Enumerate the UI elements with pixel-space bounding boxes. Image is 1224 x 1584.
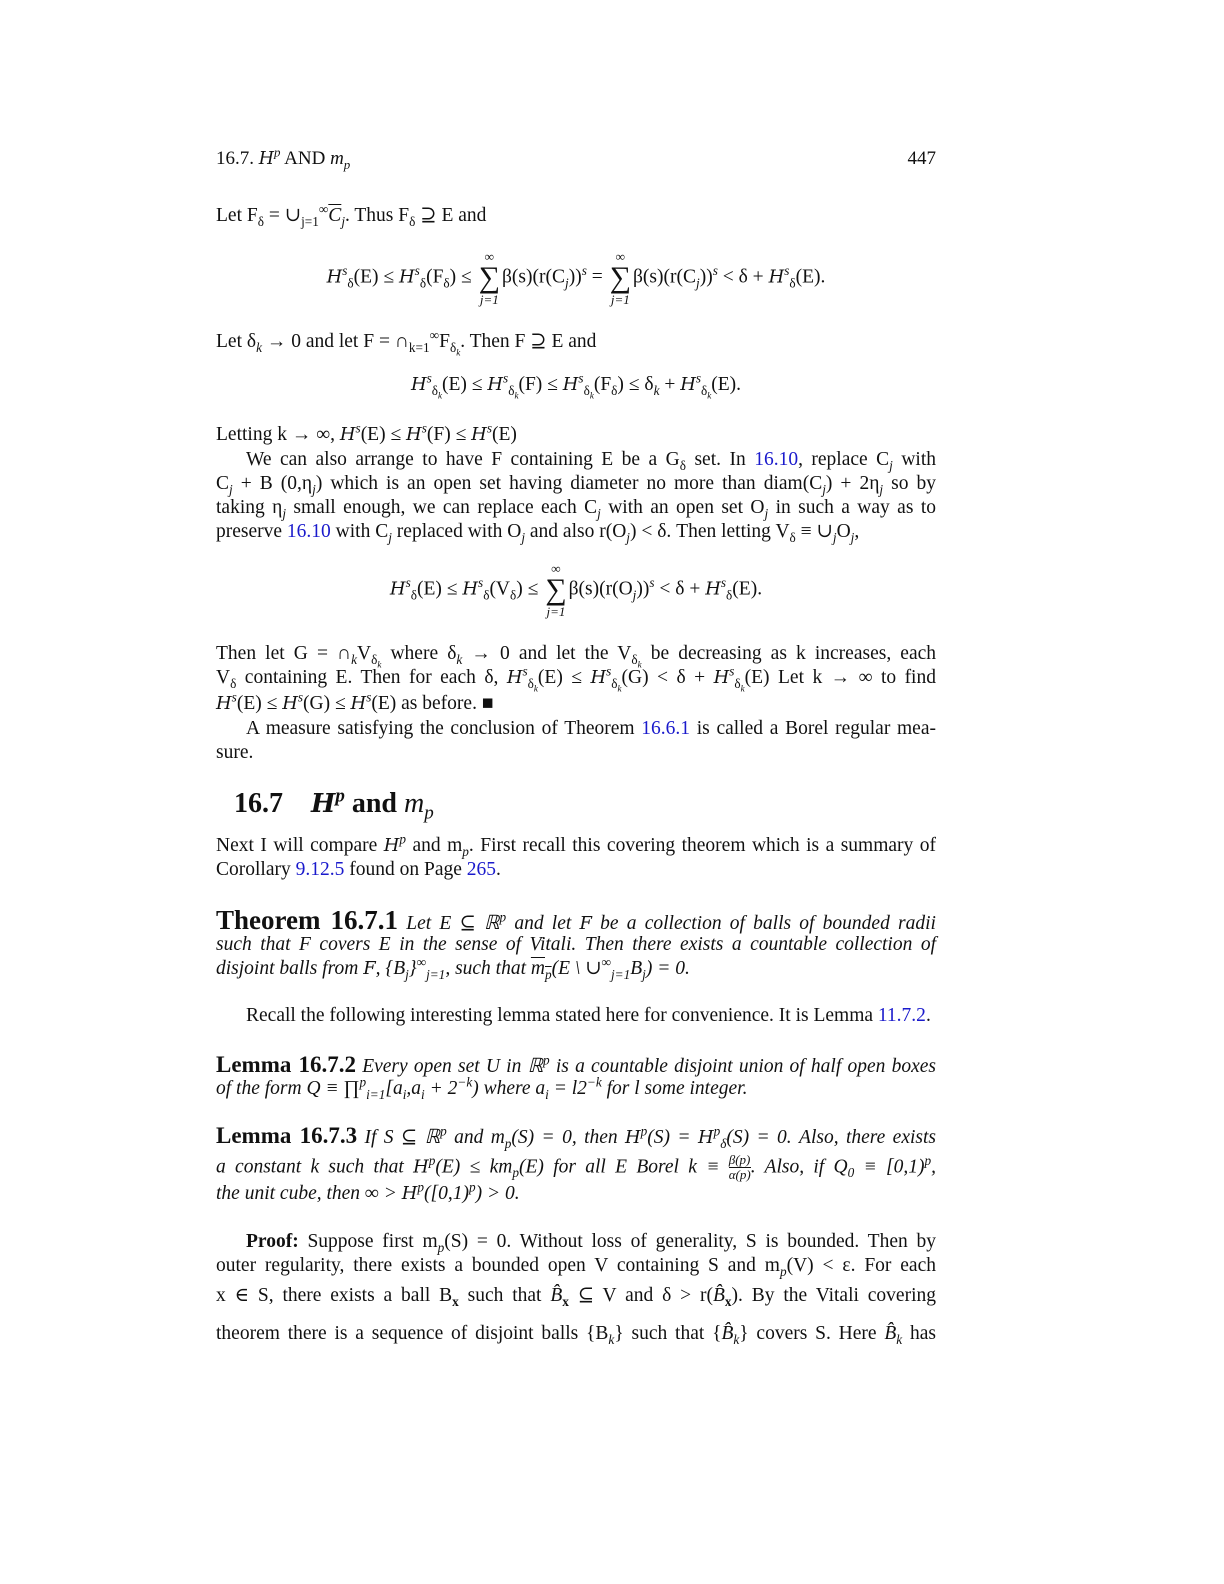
header-and: AND (280, 148, 331, 169)
text: j (341, 213, 345, 229)
intro-l2: Corollary 9.12.5 found on Page 265. (216, 859, 501, 880)
fraction: $\frac{\beta(p)}{\alpha(p)}$ (728, 1152, 751, 1183)
theorem-ref-link[interactable]: 16.6.1 (641, 718, 691, 739)
header-m: m (330, 148, 344, 169)
equation-2: $H^s_{\delta_k}(E) \le H^s_{\delta_k}(F) \le H^s_{\delta_k}(F_\delta) \le \delta_k + H^s_{\delta_k}(E)$. (410, 370, 742, 401)
text: ⊇ E and (415, 205, 487, 226)
summation: ∞ ∑ j=1 (545, 561, 567, 619)
text: (F (593, 374, 612, 395)
text: (E) ≤ (442, 374, 488, 395)
text: (E). (711, 374, 742, 395)
header-script-h: H (258, 149, 274, 169)
text: β(s)(r(C (633, 266, 697, 288)
text: → 0 and let F = ∩ (261, 331, 409, 352)
text: δ (409, 213, 416, 229)
para-arrange-l1: We can also arrange to have F containing E be a $G_\delta$ set. In 16.10, replace $C_j$ with (246, 449, 936, 473)
proof-l1: Proof: Suppose first $m_p(S) = 0$. Without loss of generality, S is bounded. Then by (246, 1231, 936, 1255)
para-let-f (216, 201, 936, 229)
para-arrange-l4: preserve 16.10 with $C_j$ replaced with $O_j$ and also $r(O_j) < \delta$. Then letting $V_\delta$ ≡ $\cup_jO_j$, (216, 521, 860, 545)
text: k (256, 339, 262, 355)
para-arrange-l2: $C_j + B$ $(0,\eta_j)$ which is an open set having diameter no more than $diam(C_j) + 2\eta_j$ so by (216, 473, 936, 497)
proof-l3: x ∈ S, there exists a ball $B_x$ such that $B̂_x$ ⊆ V and $\delta > r(B̂_x)$. By the Vitali covering (216, 1285, 936, 1309)
text: ∞ (318, 201, 329, 217)
recall-text: Recall the following interesting lemma stated here for convenience. It is Lemma 11.7.2. (246, 1005, 931, 1026)
text: . Then F ⊇ E and (460, 331, 597, 352)
equation-1: $H^s_\delta(E) \le H^s_\delta(F_\delta)$ ≤ ∞ ∑ j=1 $\beta(s)(r(C_j))^s$ = ∞ ∑ j=1 $\beta(s)(r(C_j))^s < \delta + H^s_\delta(E)$. (326, 249, 826, 307)
theorem-l1: Theorem 16.7.1 Let E ⊆ ℝ$^p$ and let F be a collection of balls of bounded radii (216, 905, 936, 935)
para-let-delta: Let $\delta_k \to 0$ and let $F = \cap_{k=1}^\infty F_{\delta_k}$. Then F ⊇ E and (216, 327, 597, 358)
text: F (439, 331, 450, 352)
script-h: H (768, 266, 785, 288)
text: (E) (492, 424, 517, 445)
lemma2-l1: Lemma 16.7.3 If S ⊆ ℝ$^p$ and $m_p(S) = 0$, then $H^p(S) = H^p_\delta(S) = 0$. Also, there exists (216, 1123, 937, 1151)
proof-label: Proof: (246, 1231, 299, 1252)
script-h: H (326, 266, 343, 288)
equation-ref-link[interactable]: 16.10 (754, 449, 799, 470)
text: (F (426, 266, 444, 288)
para-letting: Letting k → ∞, $H^s(E) \le H^s(F) \le H^s(E)$ (216, 420, 517, 445)
text: < δ + (717, 266, 769, 288)
intro-l1: Next I will compare $H^p$ and $m_p$. First recall this covering theorem which is a summary of (216, 831, 936, 859)
lemma-ref-link[interactable]: 11.7.2 (877, 1005, 926, 1026)
text: )) (699, 266, 713, 288)
lemma1-l1: Lemma 16.7.2 Every open set U in ℝ$^p$ is a countable disjoint union of half open boxes (216, 1052, 936, 1077)
text: (E) ≤ (360, 424, 407, 445)
text: (E). (795, 266, 826, 288)
theorem-l3: disjoint balls from F, $\{B_j\}^\infty_{j=1}$, such that $\overline{m}_{\overline{p}}(E$ \ $\cup^\infty_{j=1}B_j) = 0$. (216, 954, 690, 982)
corollary-ref-link[interactable]: 9.12.5 (295, 859, 345, 880)
running-header (216, 144, 936, 172)
text: β(s)(r(C (502, 266, 566, 288)
text: k=1 (408, 339, 430, 355)
text: $\overline{C}$ (328, 205, 342, 226)
summation: ∞ ∑ j=1 (478, 249, 501, 307)
lemma2-l2: a constant k such that $H^p(E) \le km_p(E)$ for all E Borel k ≡ $\frac{\beta(p)}{\alpha(p)}$ . Also, if $Q_0 \equiv [0,1)^p$, (216, 1152, 936, 1183)
lemma-label: Lemma 16.7.2 (216, 1052, 356, 1077)
text: (E) ≤ (353, 266, 399, 288)
para-arrange-l3: taking $\eta_j$ small enough, we can replace each $C_j$ with an open set $O_j$ in such a way as to (216, 497, 936, 521)
text: ) ≤ δ (617, 374, 654, 395)
text: ∞ (429, 327, 440, 343)
text: . Thus F (345, 205, 410, 226)
para-measure-l1: A measure satisfying the conclusion of Theorem 16.6.1 is called a Borel regular mea- (246, 718, 936, 739)
section-script-h: H (311, 789, 336, 819)
section-number: 16.7 (234, 788, 283, 819)
header-section: 16.7. (216, 148, 254, 169)
proof-l4: theorem there is a sequence of disjoint balls $\{B_k\}$ such that $\{B̂_k\}$ covers S. Here $B̂_k$ has (216, 1323, 936, 1347)
text: j=1 (301, 213, 319, 229)
text: (F) ≤ (518, 374, 563, 395)
page-ref-link[interactable]: 265 (466, 859, 497, 880)
text: = ∪ (263, 205, 302, 226)
text: + (659, 374, 681, 395)
para-then-let-g-l3: $H^s(E) \le H^s(G) \le H^s(E)$ as before. ■ (216, 689, 494, 714)
lemma2-l3: the unit cube, then ∞ > $H^p([0,1)^p) > 0$. (216, 1179, 520, 1204)
text: δ (257, 213, 264, 229)
script-h: H (399, 266, 415, 288)
text: Let δ (216, 331, 257, 352)
proof-l2: outer regularity, there exists a bounded open V containing S and $m_p(V) < \varepsilon$. For each (216, 1255, 936, 1279)
theorem-l2: such that F covers E in the sense of Vitali. Then there exists a countable collection of (216, 934, 936, 955)
summation: ∞ ∑ j=1 (609, 249, 632, 307)
para-measure-l2: sure. (216, 742, 254, 763)
text: = (586, 266, 608, 288)
equation-3: $H^s_\delta(E) \le H^s_\delta(V_\delta)$ ≤ ∞ ∑ j=1 $\beta(s)(r(O_j))^s < \delta + H^s_\delta(E)$. (389, 561, 763, 619)
theorem-label: Theorem 16.7.1 (216, 905, 399, 935)
text: Letting k → ∞, (216, 424, 340, 445)
text: (F) ≤ (426, 424, 472, 445)
equation-ref-link[interactable]: 16.10 (286, 521, 331, 542)
lemma1-l2: of the form $Q \equiv \prod^p_{i=1}[a_i,a_i + 2^{-k})$ where $a_i = l2^{-k}$ for l some integer. (216, 1074, 748, 1102)
text: ) ≤ (449, 266, 477, 288)
section-heading: 16.7 $H^p$ and $m_p$ (234, 785, 434, 824)
page-number: 447 (907, 148, 936, 169)
lemma-label: Lemma 16.7.3 (216, 1123, 358, 1148)
header-sup: p (273, 144, 281, 160)
header-sub: p (343, 156, 351, 172)
para-then-let-g-l2: $V_\delta$ containing E. Then for each δ, $H^s_{\delta_k}(E) \le H^s_{\delta_k}(G) < \delta + H^s_{\delta_k}(E)$ Let k → ∞ to find (216, 663, 936, 694)
text: )) (568, 266, 582, 288)
text: Let F (216, 205, 258, 226)
para-then-let-g-l1: Then let $G = \cap_kV_{\delta_k}$ where $\delta_k \to 0$ and let the $V_{\delta_k}$ be decreasing as k increases, each (216, 643, 937, 670)
